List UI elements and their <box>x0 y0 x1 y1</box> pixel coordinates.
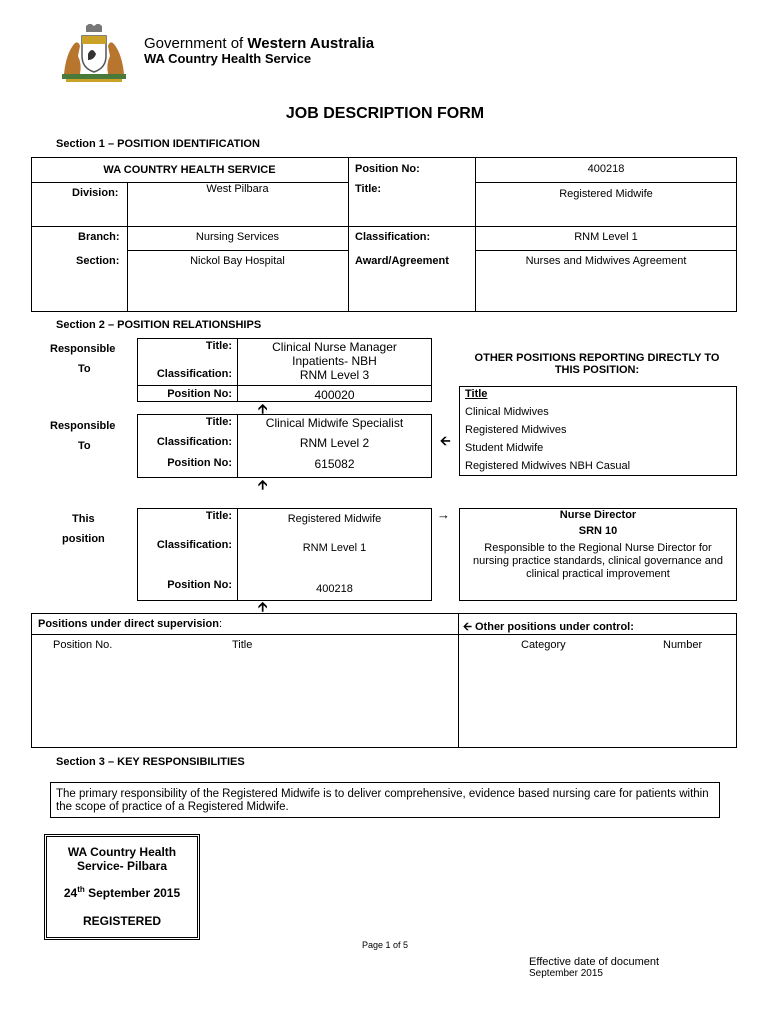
arrow-left-icon: 🡨 <box>440 433 451 448</box>
effective-date-value: September 2015 <box>529 968 603 979</box>
manager2-title: Clinical Midwife Specialist <box>265 416 404 430</box>
branch-value: Nursing Services <box>195 231 280 243</box>
col-position-no: Position No. <box>53 639 113 651</box>
award-value: Nurses and Midwives Agreement <box>525 255 687 267</box>
key-responsibilities-text: The primary responsibility of the Registered Midwife is to deliver comprehensive, evidence based nursing care for patients within the scope of practice of a Registered Midwife. <box>56 788 709 813</box>
stamp-line2: Service- Pilbara <box>76 859 168 873</box>
classification-label: Classification: <box>355 231 431 243</box>
award-label: Award/Agreement <box>355 255 449 267</box>
division-value: West Pilbara <box>206 183 269 195</box>
section1-heading: Section 1 – POSITION IDENTIFICATION <box>56 138 260 150</box>
position-no-label: Position No: <box>355 163 420 175</box>
stamp-line1: WA Country Health <box>67 845 177 859</box>
col-title: Title <box>232 639 253 651</box>
this-title: Registered Midwife <box>287 513 382 525</box>
supervision-label: Positions under direct supervision: <box>38 618 222 630</box>
this-classification-label: Classification: <box>156 539 232 551</box>
director-description: Responsible to the Regional Nurse Director for nursing practice standards, clinical governance and clinical practical improvement <box>472 542 724 580</box>
manager2-classification: RNM Level 2 <box>299 436 370 450</box>
col-number: Number <box>663 639 703 651</box>
other-position-item: Clinical Midwives <box>465 406 549 418</box>
stamp-date: 24th September 2015 <box>63 885 181 900</box>
section-value: Nickol Bay Hospital <box>190 255 285 267</box>
manager2-position-no-label: Position No: <box>167 457 232 469</box>
division-label: Division: <box>72 187 119 199</box>
org-name-line2: WA Country Health Service <box>144 51 312 66</box>
wa-coat-of-arms-icon <box>56 24 132 84</box>
page-number: Page 1 of 5 <box>361 940 409 950</box>
other-positions-title-header: Title <box>465 388 488 400</box>
to-label-1: To <box>78 363 91 375</box>
title-value: Registered Midwife <box>559 188 653 200</box>
to-label-2: To <box>78 440 91 452</box>
responsible-label-1: Responsible <box>50 343 116 355</box>
manager1-title: Clinical Nurse Manager <box>272 340 397 354</box>
arrow-right-icon: → <box>437 507 450 522</box>
branch-label: Branch: <box>78 231 120 243</box>
this-classification: RNM Level 1 <box>302 542 367 554</box>
classification-value: RNM Level 1 <box>574 231 638 243</box>
manager2-classification-label: Classification: <box>156 436 232 448</box>
manager2-position-no: 615082 <box>314 457 355 471</box>
this-label: This <box>72 513 95 525</box>
other-control-label: 🡨 Other positions under control: <box>463 621 634 633</box>
manager1-title-line2: Inpatients- NBH <box>292 354 377 368</box>
effective-date-label: Effective date of document <box>529 956 660 968</box>
director-title: Nurse Director <box>559 509 637 521</box>
manager1-classification: RNM Level 3 <box>299 368 370 382</box>
section-label: Section: <box>76 255 120 267</box>
stamp-status: REGISTERED <box>82 914 161 928</box>
other-position-item: Student Midwife <box>465 442 544 454</box>
title-label: Title: <box>355 183 382 195</box>
other-position-item: Registered Midwives <box>465 424 567 436</box>
org-label: WA COUNTRY HEALTH SERVICE <box>103 164 276 176</box>
responsible-label-2: Responsible <box>50 420 116 432</box>
section3-heading: Section 3 – KEY RESPONSIBILITIES <box>56 756 245 768</box>
form-title: JOB DESCRIPTION FORM <box>285 105 485 122</box>
position-label: position <box>62 533 105 545</box>
manager2-title-label: Title: <box>205 416 232 428</box>
manager1-classification-label: Classification: <box>156 368 232 380</box>
director-level: SRN 10 <box>578 525 618 537</box>
other-positions-heading: OTHER POSITIONS REPORTING DIRECTLY TO THIS POSITION: <box>474 352 720 376</box>
this-position-no: 400218 <box>316 583 353 595</box>
arrow-up-icon: 🡩 <box>258 401 268 416</box>
position-no-value: 400218 <box>587 163 625 175</box>
arrow-left-icon: 🡨 <box>463 621 472 633</box>
arrow-up-icon: 🡩 <box>258 477 268 492</box>
org-name-line1: Government of Western Australia <box>144 35 375 52</box>
arrow-up-icon: 🡩 <box>258 599 268 614</box>
this-title-label: Title: <box>205 510 232 522</box>
section2-heading: Section 2 – POSITION RELATIONSHIPS <box>56 319 262 331</box>
other-position-item: Registered Midwives NBH Casual <box>465 460 631 472</box>
manager1-position-no: 400020 <box>314 388 355 402</box>
manager1-position-no-label: Position No: <box>167 388 232 400</box>
manager1-title-label: Title: <box>205 340 232 352</box>
this-position-no-label: Position No: <box>167 579 232 591</box>
col-category: Category <box>521 639 566 651</box>
